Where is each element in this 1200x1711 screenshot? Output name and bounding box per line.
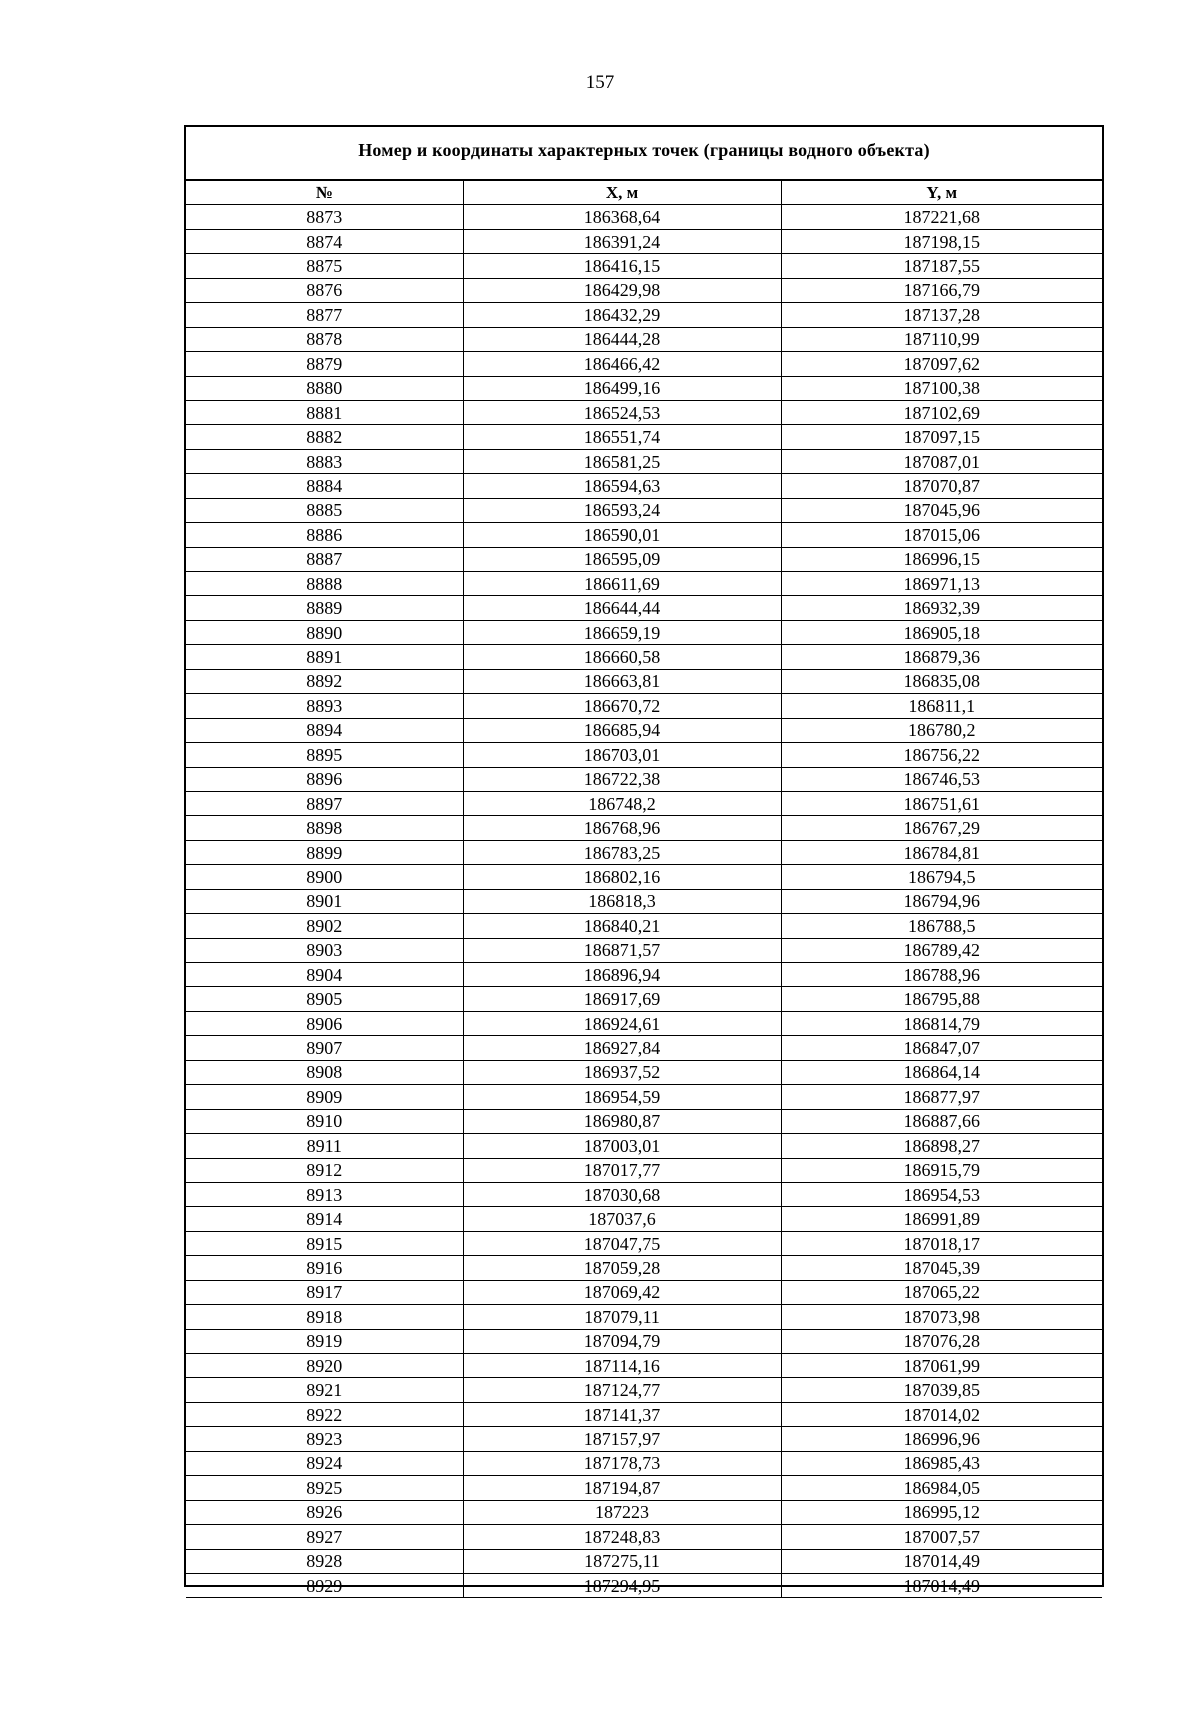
table-row [186,914,1102,938]
x-coordinate-cell: 186722,38 [463,767,781,791]
y-coordinate-cell: 187014,02 [781,1402,1102,1426]
table-row [186,596,1102,620]
x-coordinate-cell: 186429,98 [463,278,781,302]
point-number-cell: 8883 [186,449,463,473]
point-number-cell: 8918 [186,1305,463,1329]
y-coordinate-cell: 186898,27 [781,1134,1102,1158]
point-number-cell: 8921 [186,1378,463,1402]
x-coordinate-cell: 187037,6 [463,1207,781,1231]
table-row [186,1500,1102,1524]
x-coordinate-cell: 187157,97 [463,1427,781,1451]
x-coordinate-cell: 187248,83 [463,1525,781,1549]
y-coordinate-cell: 187097,62 [781,352,1102,376]
y-coordinate-cell: 186877,97 [781,1085,1102,1109]
table-row [186,767,1102,791]
y-coordinate-cell: 187198,15 [781,229,1102,253]
x-coordinate-cell: 186768,96 [463,816,781,840]
point-number-cell: 8897 [186,791,463,815]
table-row [186,1427,1102,1451]
y-coordinate-cell: 186788,96 [781,963,1102,987]
point-number-cell: 8880 [186,376,463,400]
table-row [186,352,1102,376]
x-coordinate-cell: 186840,21 [463,914,781,938]
table-row [186,1573,1102,1597]
point-number-cell: 8887 [186,547,463,571]
point-number-cell: 8919 [186,1329,463,1353]
x-coordinate-cell: 187124,77 [463,1378,781,1402]
point-number-cell: 8893 [186,694,463,718]
table-row [186,669,1102,693]
point-number-cell: 8892 [186,669,463,693]
x-coordinate-cell: 186663,81 [463,669,781,693]
point-number-cell: 8878 [186,327,463,351]
x-coordinate-cell: 186802,16 [463,865,781,889]
x-coordinate-cell: 187275,11 [463,1549,781,1573]
x-coordinate-cell: 186748,2 [463,791,781,815]
point-number-cell: 8905 [186,987,463,1011]
x-coordinate-cell: 187141,37 [463,1402,781,1426]
point-number-cell: 8910 [186,1109,463,1133]
point-number-cell: 8886 [186,523,463,547]
x-coordinate-cell: 187178,73 [463,1451,781,1475]
table-row [186,327,1102,351]
x-coordinate-cell: 186432,29 [463,303,781,327]
point-number-cell: 8925 [186,1476,463,1500]
point-number-cell: 8922 [186,1402,463,1426]
x-coordinate-cell: 187223 [463,1500,781,1524]
point-number-cell: 8873 [186,205,463,229]
y-coordinate-cell: 187015,06 [781,523,1102,547]
point-number-cell: 8927 [186,1525,463,1549]
point-number-cell: 8885 [186,498,463,522]
point-number-cell: 8898 [186,816,463,840]
table-row [186,889,1102,913]
x-coordinate-cell: 186954,59 [463,1085,781,1109]
table-row [186,425,1102,449]
point-number-cell: 8899 [186,840,463,864]
x-coordinate-cell: 186466,42 [463,352,781,376]
table-row [186,645,1102,669]
table-row [186,572,1102,596]
y-coordinate-cell: 187100,38 [781,376,1102,400]
table-row [186,400,1102,424]
y-coordinate-cell: 186932,39 [781,596,1102,620]
y-coordinate-cell: 187110,99 [781,327,1102,351]
x-coordinate-cell: 186924,61 [463,1011,781,1035]
y-coordinate-cell: 186756,22 [781,743,1102,767]
y-coordinate-cell: 186887,66 [781,1109,1102,1133]
table-row [186,1329,1102,1353]
table-row [186,449,1102,473]
point-number-cell: 8916 [186,1256,463,1280]
table-row [186,1525,1102,1549]
x-coordinate-cell: 186416,15 [463,254,781,278]
table-row [186,718,1102,742]
x-coordinate-cell: 186917,69 [463,987,781,1011]
y-coordinate-cell: 186985,43 [781,1451,1102,1475]
table-row [186,1182,1102,1206]
y-coordinate-cell: 186780,2 [781,718,1102,742]
y-coordinate-cell: 186996,15 [781,547,1102,571]
point-number-cell: 8923 [186,1427,463,1451]
point-number-cell: 8889 [186,596,463,620]
point-number-cell: 8929 [186,1573,463,1597]
table-row [186,1085,1102,1109]
y-coordinate-cell: 187097,15 [781,425,1102,449]
table-row [186,791,1102,815]
table-row [186,474,1102,498]
column-header-number: № [186,180,463,205]
y-coordinate-cell: 187014,49 [781,1573,1102,1597]
y-coordinate-cell: 186814,79 [781,1011,1102,1035]
x-coordinate-cell: 186611,69 [463,572,781,596]
y-coordinate-cell: 186811,1 [781,694,1102,718]
x-coordinate-cell: 186590,01 [463,523,781,547]
column-header-x: X, м [463,180,781,205]
y-coordinate-cell: 186835,08 [781,669,1102,693]
point-number-cell: 8896 [186,767,463,791]
y-coordinate-cell: 186788,5 [781,914,1102,938]
x-coordinate-cell: 187094,79 [463,1329,781,1353]
table-row [186,1036,1102,1060]
point-number-cell: 8908 [186,1060,463,1084]
x-coordinate-cell: 187114,16 [463,1354,781,1378]
table-row [186,1011,1102,1035]
y-coordinate-cell: 187076,28 [781,1329,1102,1353]
y-coordinate-cell: 187014,49 [781,1549,1102,1573]
x-coordinate-cell: 187030,68 [463,1182,781,1206]
y-coordinate-cell: 186847,07 [781,1036,1102,1060]
y-coordinate-cell: 187073,98 [781,1305,1102,1329]
table-row [186,1256,1102,1280]
point-number-cell: 8904 [186,963,463,987]
y-coordinate-cell: 186864,14 [781,1060,1102,1084]
table-row [186,816,1102,840]
y-coordinate-cell: 186984,05 [781,1476,1102,1500]
y-coordinate-cell: 186995,12 [781,1500,1102,1524]
point-number-cell: 8890 [186,620,463,644]
y-coordinate-cell: 186954,53 [781,1182,1102,1206]
table-row [186,1549,1102,1573]
table-row [186,865,1102,889]
point-number-cell: 8903 [186,938,463,962]
column-header-y: Y, м [781,180,1102,205]
x-coordinate-cell: 186444,28 [463,327,781,351]
table-row [186,1060,1102,1084]
point-number-cell: 8911 [186,1134,463,1158]
table-row [186,229,1102,253]
point-number-cell: 8906 [186,1011,463,1035]
x-coordinate-cell: 187069,42 [463,1280,781,1304]
x-coordinate-cell: 186391,24 [463,229,781,253]
y-coordinate-cell: 187045,96 [781,498,1102,522]
y-coordinate-cell: 186991,89 [781,1207,1102,1231]
point-number-cell: 8901 [186,889,463,913]
table-row [186,1378,1102,1402]
x-coordinate-cell: 186670,72 [463,694,781,718]
table-row [186,1354,1102,1378]
y-coordinate-cell: 186915,79 [781,1158,1102,1182]
x-coordinate-cell: 186659,19 [463,620,781,644]
y-coordinate-cell: 186794,96 [781,889,1102,913]
point-number-cell: 8926 [186,1500,463,1524]
coordinates-table-frame [184,125,1104,1596]
y-coordinate-cell: 187102,69 [781,400,1102,424]
point-number-cell: 8928 [186,1549,463,1573]
point-number-cell: 8888 [186,572,463,596]
point-number-cell: 8913 [186,1182,463,1206]
table-title: Номер и координаты характерных точек (границы водного объекта) [358,140,930,160]
y-coordinate-cell: 187187,55 [781,254,1102,278]
table-row [186,303,1102,327]
table-row [186,840,1102,864]
point-number-cell: 8895 [186,743,463,767]
point-number-cell: 8882 [186,425,463,449]
point-number-cell: 8909 [186,1085,463,1109]
x-coordinate-cell: 186594,63 [463,474,781,498]
y-coordinate-cell: 186996,96 [781,1427,1102,1451]
x-coordinate-cell: 186927,84 [463,1036,781,1060]
point-number-cell: 8900 [186,865,463,889]
y-coordinate-cell: 186794,5 [781,865,1102,889]
point-number-cell: 8891 [186,645,463,669]
table-row [186,278,1102,302]
point-number-cell: 8920 [186,1354,463,1378]
x-coordinate-cell: 187059,28 [463,1256,781,1280]
y-coordinate-cell: 186767,29 [781,816,1102,840]
x-coordinate-cell: 186896,94 [463,963,781,987]
point-number-cell: 8894 [186,718,463,742]
x-coordinate-cell: 186593,24 [463,498,781,522]
table-row [186,1280,1102,1304]
x-coordinate-cell: 186581,25 [463,449,781,473]
table-row [186,1158,1102,1182]
table-row [186,547,1102,571]
y-coordinate-cell: 187087,01 [781,449,1102,473]
x-coordinate-cell: 186595,09 [463,547,781,571]
x-coordinate-cell: 186660,58 [463,645,781,669]
table-row [186,1451,1102,1475]
x-coordinate-cell: 187194,87 [463,1476,781,1500]
point-number-cell: 8912 [186,1158,463,1182]
table-row [186,254,1102,278]
point-number-cell: 8917 [186,1280,463,1304]
x-coordinate-cell: 186524,53 [463,400,781,424]
table-row [186,205,1102,229]
table-row [186,1207,1102,1231]
y-coordinate-cell: 186789,42 [781,938,1102,962]
x-coordinate-cell: 187017,77 [463,1158,781,1182]
point-number-cell: 8874 [186,229,463,253]
table-row [186,1305,1102,1329]
x-coordinate-cell: 186551,74 [463,425,781,449]
y-coordinate-cell: 187007,57 [781,1525,1102,1549]
y-coordinate-cell: 187061,99 [781,1354,1102,1378]
point-number-cell: 8875 [186,254,463,278]
table-row [186,1109,1102,1133]
point-number-cell: 8907 [186,1036,463,1060]
y-coordinate-cell: 187070,87 [781,474,1102,498]
x-coordinate-cell: 187047,75 [463,1231,781,1255]
x-coordinate-cell: 186685,94 [463,718,781,742]
x-coordinate-cell: 186644,44 [463,596,781,620]
x-coordinate-cell: 187003,01 [463,1134,781,1158]
y-coordinate-cell: 186971,13 [781,572,1102,596]
x-coordinate-cell: 186368,64 [463,205,781,229]
table-row [186,963,1102,987]
x-coordinate-cell: 186499,16 [463,376,781,400]
table-row [186,523,1102,547]
point-number-cell: 8876 [186,278,463,302]
table-body [186,205,1102,1598]
table-row [186,743,1102,767]
y-coordinate-cell: 187018,17 [781,1231,1102,1255]
y-coordinate-cell: 186746,53 [781,767,1102,791]
table-row [186,987,1102,1011]
y-coordinate-cell: 187137,28 [781,303,1102,327]
table-row [186,1134,1102,1158]
point-number-cell: 8914 [186,1207,463,1231]
y-coordinate-cell: 187039,85 [781,1378,1102,1402]
point-number-cell: 8881 [186,400,463,424]
x-coordinate-cell: 187294,95 [463,1573,781,1597]
y-coordinate-cell: 187166,79 [781,278,1102,302]
point-number-cell: 8879 [186,352,463,376]
x-coordinate-cell: 186818,3 [463,889,781,913]
table-row [186,498,1102,522]
table-row [186,1476,1102,1500]
point-number-cell: 8884 [186,474,463,498]
point-number-cell: 8877 [186,303,463,327]
point-number-cell: 8924 [186,1451,463,1475]
point-number-cell: 8902 [186,914,463,938]
x-coordinate-cell: 186783,25 [463,840,781,864]
x-coordinate-cell: 186703,01 [463,743,781,767]
y-coordinate-cell: 187221,68 [781,205,1102,229]
x-coordinate-cell: 186871,57 [463,938,781,962]
point-number-cell: 8915 [186,1231,463,1255]
page-number: 157 [585,72,615,93]
table-row [186,1402,1102,1426]
y-coordinate-cell: 187065,22 [781,1280,1102,1304]
x-coordinate-cell: 186937,52 [463,1060,781,1084]
x-coordinate-cell: 186980,87 [463,1109,781,1133]
x-coordinate-cell: 187079,11 [463,1305,781,1329]
table-row [186,1231,1102,1255]
y-coordinate-cell: 186751,61 [781,791,1102,815]
table-row [186,620,1102,644]
table-row [186,938,1102,962]
table-row [186,694,1102,718]
y-coordinate-cell: 187045,39 [781,1256,1102,1280]
y-coordinate-cell: 186879,36 [781,645,1102,669]
y-coordinate-cell: 186784,81 [781,840,1102,864]
y-coordinate-cell: 186905,18 [781,620,1102,644]
table-row [186,376,1102,400]
coordinates-table [186,179,1102,1598]
table-header-row [186,180,1102,205]
y-coordinate-cell: 186795,88 [781,987,1102,1011]
